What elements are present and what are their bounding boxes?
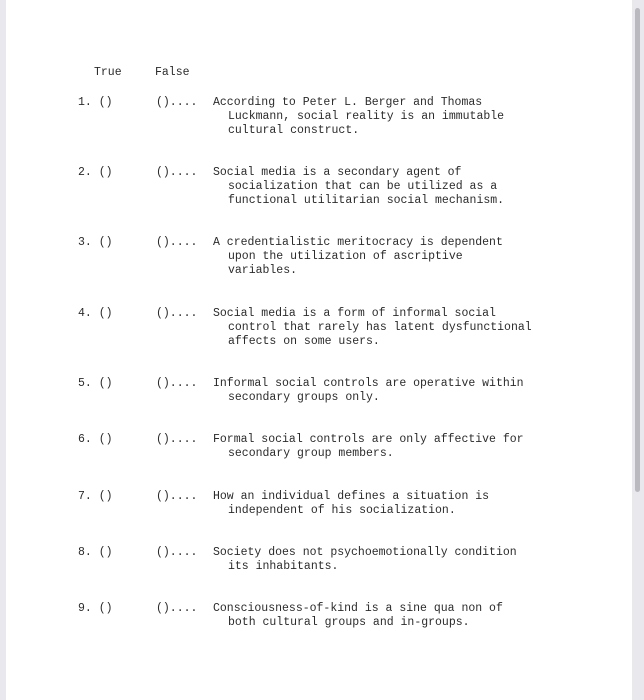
question-number: 1. () — [78, 96, 113, 109]
true-choice[interactable]: () — [98, 166, 113, 179]
false-choice[interactable]: ().... — [156, 166, 198, 179]
question-number: 8. () — [78, 546, 113, 559]
question-number: 6. () — [78, 433, 113, 446]
true-choice[interactable]: () — [98, 377, 113, 390]
true-choice[interactable]: () — [98, 433, 113, 446]
question-statement: How an individual defines a situation is independent of his socialization. — [213, 490, 490, 518]
true-choice[interactable]: () — [98, 236, 113, 249]
vertical-scrollbar[interactable] — [635, 8, 640, 492]
true-column-header: True — [94, 66, 122, 79]
question-statement: Formal social controls are only affective for secondary group members. — [213, 433, 524, 461]
question-statement: According to Peter L. Berger and Thomas Luckmann, social reality is an immutable cultural construct. — [213, 96, 505, 138]
question-number: 9. () — [78, 602, 113, 615]
false-choice[interactable]: ().... — [156, 236, 198, 249]
question-number: 2. () — [78, 166, 113, 179]
question-statement: Informal social controls are operative within secondary groups only. — [213, 377, 524, 405]
false-choice[interactable]: ().... — [156, 546, 198, 559]
question-statement: Society does not psychoemotionally condition its inhabitants. — [213, 546, 517, 574]
question-statement: Social media is a secondary agent of socialization that can be utilized as a functional utilitarian social mechanism. — [213, 166, 505, 208]
false-choice[interactable]: ().... — [156, 602, 198, 615]
false-choice[interactable]: ().... — [156, 433, 198, 446]
false-choice[interactable]: ().... — [156, 307, 198, 320]
question-statement: Social media is a form of informal social control that rarely has latent dysfunctional affects on some users. — [213, 307, 532, 349]
question-statement: Consciousness-of-kind is a sine qua non of both cultural groups and in-groups. — [213, 602, 503, 630]
question-number: 3. () — [78, 236, 113, 249]
document-page — [6, 0, 632, 700]
question-statement: A credentialistic meritocracy is dependent upon the utilization of ascriptive variables. — [213, 236, 503, 278]
question-number: 7. () — [78, 490, 113, 503]
true-choice[interactable]: () — [98, 490, 113, 503]
true-choice[interactable]: () — [98, 602, 113, 615]
false-choice[interactable]: ().... — [156, 490, 198, 503]
true-choice[interactable]: () — [98, 307, 113, 320]
question-number: 5. () — [78, 377, 113, 390]
question-number: 4. () — [78, 307, 113, 320]
false-choice[interactable]: ().... — [156, 96, 198, 109]
true-choice[interactable]: () — [98, 546, 113, 559]
false-column-header: False — [155, 66, 190, 79]
true-choice[interactable]: () — [98, 96, 113, 109]
false-choice[interactable]: ().... — [156, 377, 198, 390]
